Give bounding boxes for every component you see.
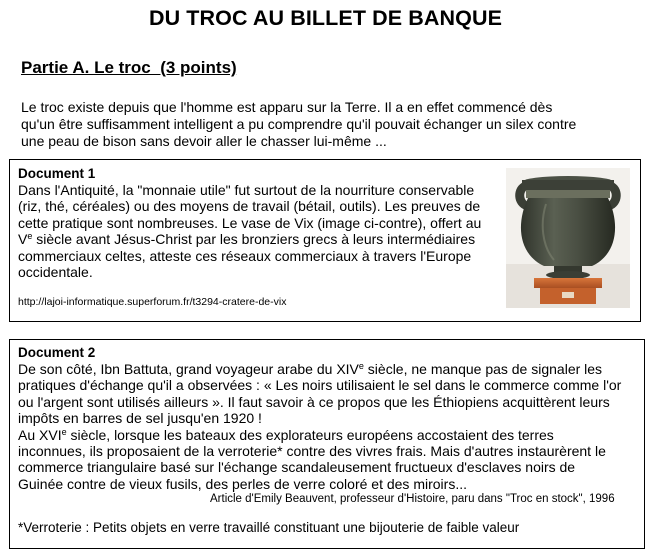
document-1-box xyxy=(9,159,641,322)
document-2-line xyxy=(18,361,621,377)
intro-line: qu'un être suffisamment intelligent a pu comprendre qu'il pouvait échanger un silex contre xyxy=(21,116,577,132)
page-title: DU TROC AU BILLET DE BANQUE xyxy=(148,6,503,30)
part-a-heading: Partie A. Le troc (3 points) xyxy=(21,58,237,77)
document-2-line: inconnues, ils proposaient de la verroterie* contre des vivres frais. Mais d'autres instaurèrent le xyxy=(18,443,606,460)
line-segment: siècle, lorsque les bateaux des explorateurs européens accostaient des terres xyxy=(66,426,554,443)
line-segment: Au XVI xyxy=(18,426,62,443)
document-2-text xyxy=(18,361,621,492)
century-superscript: e xyxy=(27,231,33,242)
source-url: http://lajoi-informatique.superforum.fr/t3294-cratere-de-vix xyxy=(18,296,287,308)
article-attribution: Article d'Emily Beauvent, professeur d'Histoire, paru dans "Troc en stock", 1996 xyxy=(210,493,615,505)
footnote-verroterie: *Verroterie : Petits objets en verre travaillé constituant une bijouterie de faible valeur xyxy=(18,520,520,535)
document-2-line: pratiques d'échange qu'il a observées : « Les noirs utilisaient le sel dans le commerce comme l'or xyxy=(18,377,622,394)
document-2-line: ou l'argent sont utilisés ailleurs ». Il faut savoir à ce propos que les Éthiopiens acquittèrent leurs xyxy=(18,393,610,410)
document-1-line: Dans l'Antiquité, la "monnaie utile" fut surtout de la nourriture conservable xyxy=(18,182,475,198)
document-2-line xyxy=(18,427,621,443)
century-prefix: V xyxy=(18,231,28,248)
document-1-text xyxy=(18,182,481,280)
intro-paragraph xyxy=(21,99,631,150)
vase-illustration xyxy=(506,168,630,308)
document-2-line: impôts en barres de sel jusqu'en 1920 ! xyxy=(18,410,262,427)
document-1-line: (riz, thé, céréales) ou des moyens de travail (bétail, outils). Les preuves de xyxy=(18,198,481,215)
document-1-line: cette pratique sont nombreuses. Le vase de Vix (image ci-contre), offert au xyxy=(18,214,482,231)
document-1-line: occidentale. xyxy=(18,264,93,281)
intro-line: Le troc existe depuis que l'homme est apparu sur la Terre. Il a en effet commencé dès xyxy=(21,99,553,115)
document-2-title: Document 2 xyxy=(18,345,96,360)
document-1-line-rest: siècle avant Jésus-Christ par les bronziers grecs à leurs intermédiaires xyxy=(36,231,476,248)
century-superscript: e xyxy=(358,361,364,371)
line-segment: De son côté, Ibn Battuta, grand voyageur arabe du XIV xyxy=(18,361,359,377)
document-1-title: Document 1 xyxy=(18,166,96,181)
document-1-line: commerciaux celtes, atteste ces réseaux commerciaux à travers l'Europe xyxy=(18,247,472,264)
vase-de-vix-image xyxy=(506,168,630,308)
century-superscript: e xyxy=(61,426,67,437)
line-segment: siècle, ne manque pas de signaler les xyxy=(363,361,603,377)
intro-line: une peau de bison sans devoir aller le chasser lui-même ... xyxy=(21,133,387,149)
document-2-line: Guinée contre de vieux fusils, des perles de verre coloré et des miroirs... xyxy=(18,475,467,492)
document-2-box xyxy=(9,339,645,549)
document-1-line xyxy=(18,231,481,247)
document-2-line: commerce triangulaire basé sur l'échange scandaleusement fructueux d'esclaves noirs de xyxy=(18,459,576,476)
